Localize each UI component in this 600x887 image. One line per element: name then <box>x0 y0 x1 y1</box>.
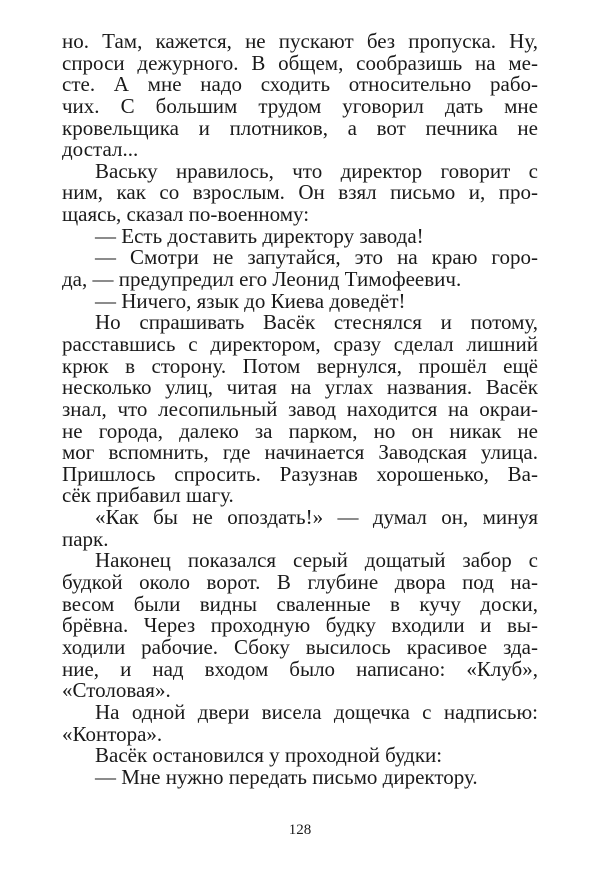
text-line: Пришлось спросить. Разузнав хорошенько, Ва- <box>62 461 538 486</box>
text-line: — Смотри не запутайся, это на краю горо- <box>95 245 538 270</box>
text-line: чих. С большим трудом уговорил дать мне <box>62 93 538 118</box>
text-line: сте. А мне надо сходить относительно рабо- <box>62 72 538 97</box>
text-line: «Контора». <box>62 721 163 746</box>
text-line: брёвна. Через проходную будку входили и вы- <box>62 613 538 638</box>
text-line: — Мне нужно передать письмо директору. <box>95 764 478 789</box>
text-line: будкой около ворот. В глубине двора под на- <box>62 570 538 595</box>
text-line: да, — предупредил его Леонид Тимофеевич. <box>62 267 462 292</box>
text-line: весом были видны сваленные в кучу доски, <box>62 591 538 616</box>
text-line: спроси дежурного. В общем, сообразишь на ме- <box>62 50 538 75</box>
text-line: ние, и над входом было написано: «Клуб», <box>62 656 538 681</box>
text-line: На одной двери висела дощечка с надписью: <box>95 699 538 724</box>
text-line: парк. <box>62 526 109 551</box>
text-line: «Как бы не опоздать!» — думал он, минуя <box>95 505 538 530</box>
text-line: расставшись с директором, сразу сделал лишний <box>62 331 538 356</box>
text-line: но. Там, кажется, не пускают без пропуска. Ну, <box>62 29 538 53</box>
text-line: — Ничего, язык до Киева доведёт! <box>95 288 406 313</box>
text-line: — Есть доставить директору завода! <box>95 223 424 248</box>
text-line: ним, как со взрослым. Он взял письмо и, про- <box>62 180 538 205</box>
text-line: ходили рабочие. Сбоку высилось красивое зда- <box>62 634 538 659</box>
text-line: не города, далеко за парком, но он никак не <box>62 418 538 443</box>
text-line: несколько улиц, читая на углах названия. Васёк <box>62 375 538 400</box>
text-line: Но спрашивать Васёк стеснялся и потому, <box>95 310 538 335</box>
text-line: знал, что лесопильный завод находится на окраи- <box>62 396 538 421</box>
text-line: Наконец показался серый дощатый забор с <box>95 548 538 573</box>
text-line: Васёк остановился у проходной будки: <box>95 743 443 768</box>
text-line: сёк прибавил шагу. <box>62 483 234 508</box>
text-line: крюк в сторону. Потом вернулся, прошёл ещё <box>62 353 538 378</box>
page-number: 128 <box>288 822 312 838</box>
page-body-text <box>62 31 538 788</box>
text-line: кровельщика и плотников, а вот печника не <box>62 115 538 140</box>
text-line: «Столовая». <box>62 678 171 703</box>
text-line: мог вспомнить, где начинается Заводская улица. <box>62 440 538 465</box>
text-line: Ваську нравилось, что директор говорит с <box>95 158 538 183</box>
text-line: щаясь, сказал по-военному: <box>62 202 310 227</box>
text-line: достал... <box>62 137 139 162</box>
